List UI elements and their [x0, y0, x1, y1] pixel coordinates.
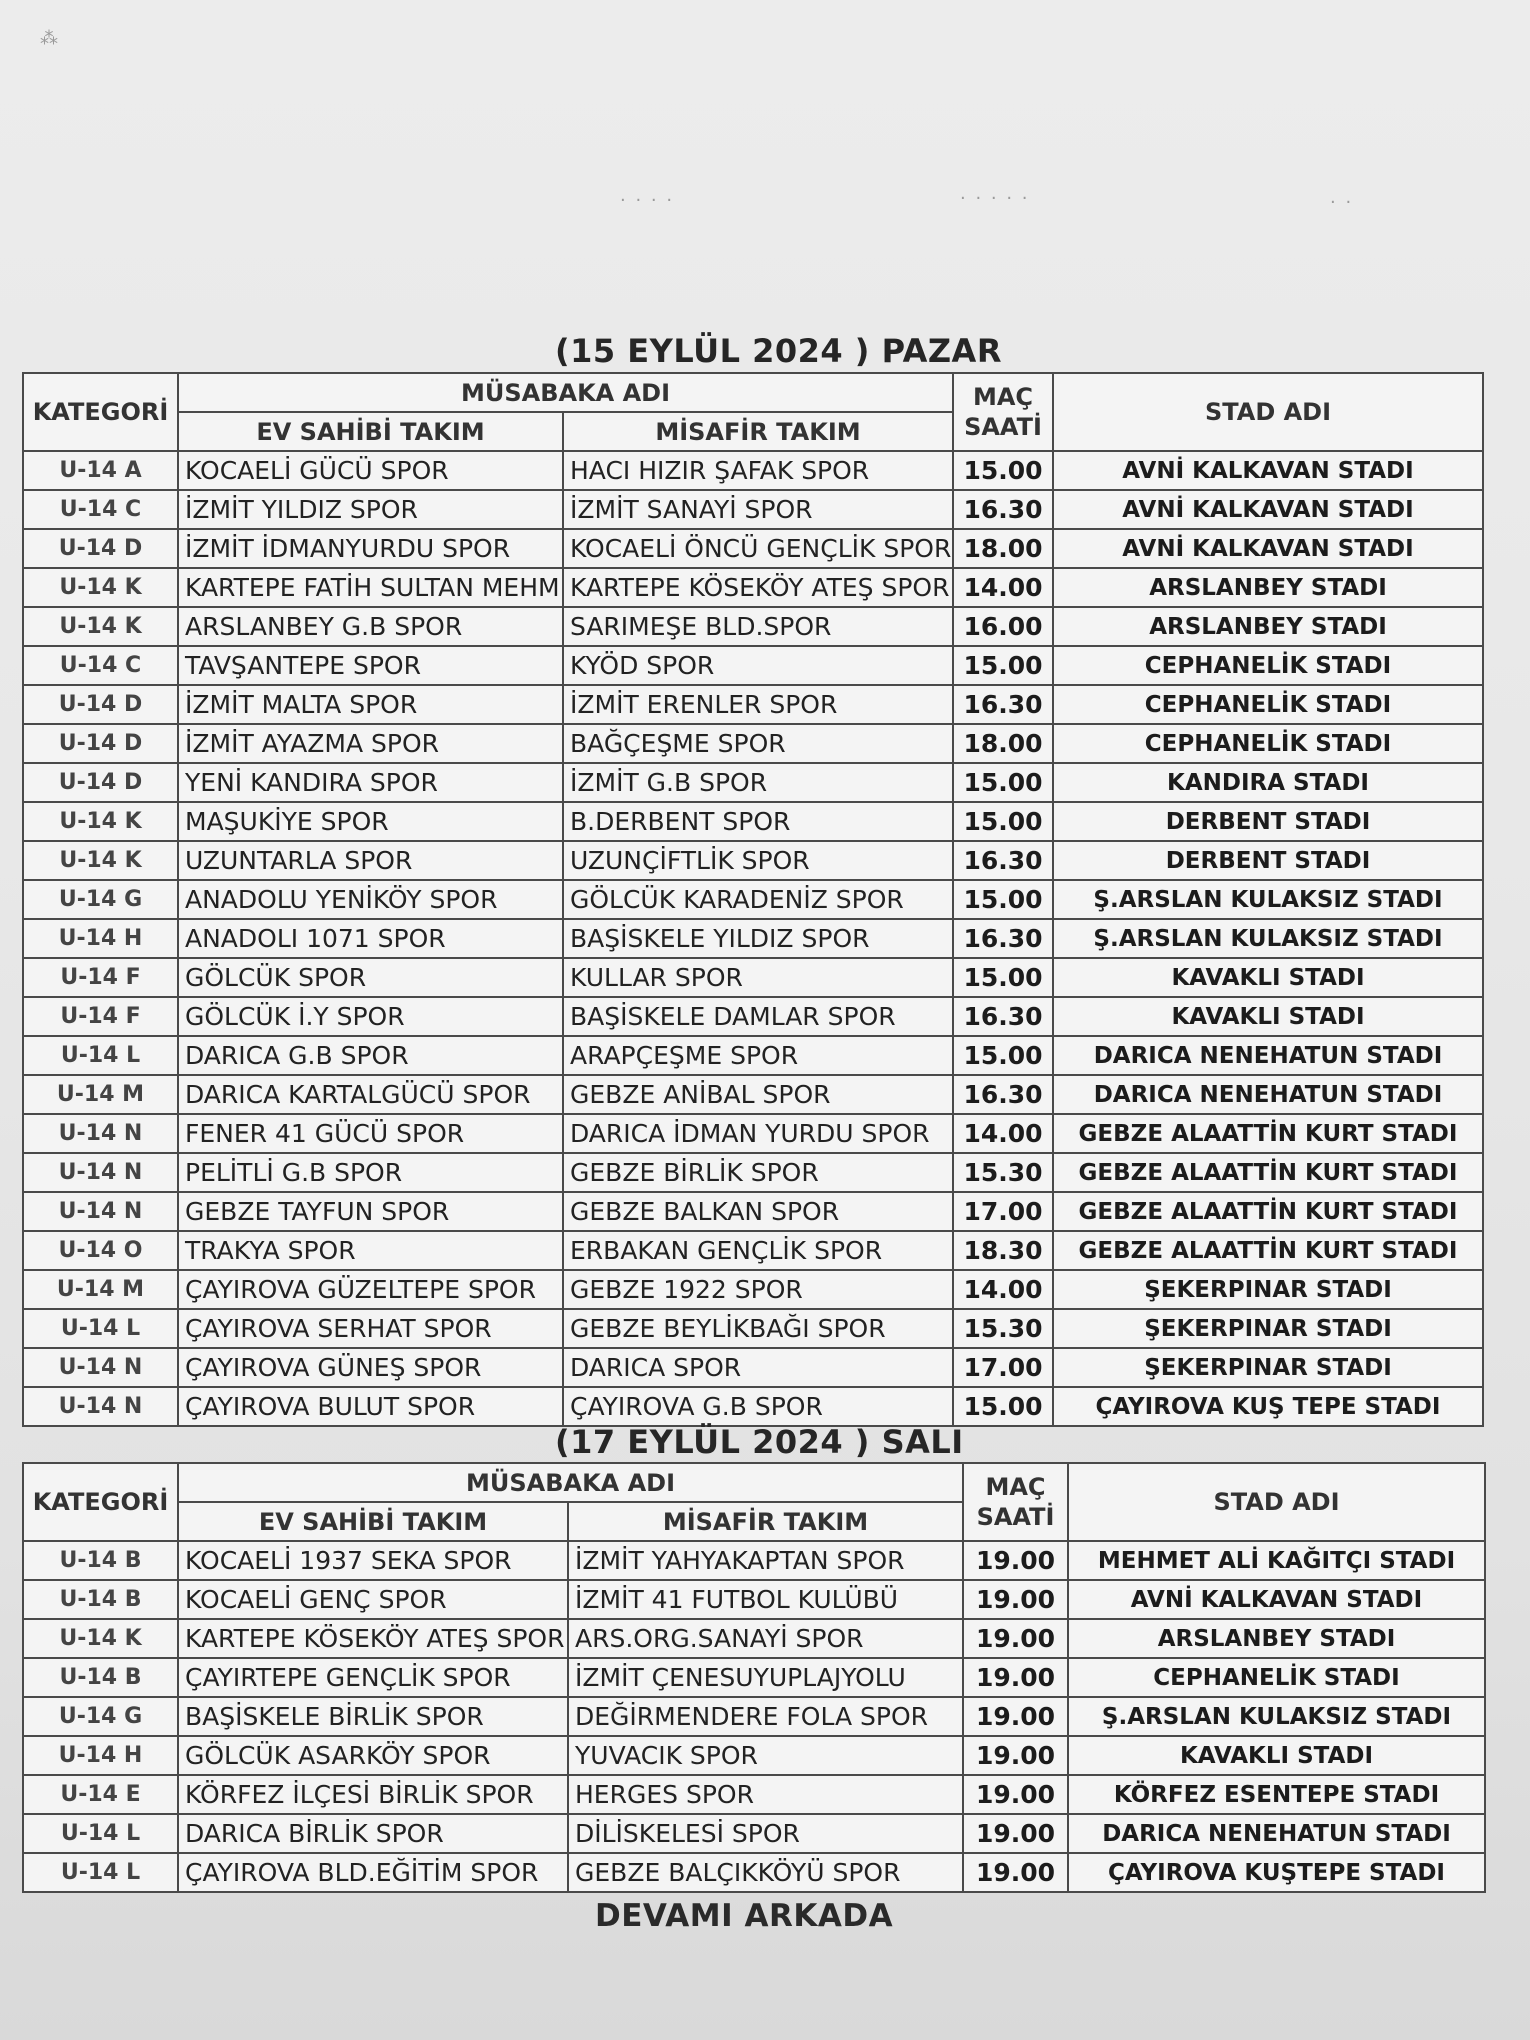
category-cell: U-14 C — [23, 646, 178, 685]
away-team-cell: DARICA SPOR — [563, 1348, 953, 1387]
header-kategori: KATEGORİ — [23, 1463, 178, 1541]
away-team-cell: GÖLCÜK KARADENİZ SPOR — [563, 880, 953, 919]
header-musabaka-adi: MÜSABAKA ADI — [178, 373, 953, 412]
header-stad-adi: STAD ADI — [1053, 373, 1483, 451]
stadium-cell: DERBENT STADI — [1053, 802, 1483, 841]
category-cell: U-14 G — [23, 880, 178, 919]
match-time-cell: 17.00 — [953, 1192, 1053, 1231]
away-team-cell: KULLAR SPOR — [563, 958, 953, 997]
table-row — [23, 1348, 1483, 1387]
table-row — [23, 1814, 1485, 1853]
home-team-cell: İZMİT MALTA SPOR — [178, 685, 563, 724]
faint-pencil-mark: · · — [1330, 192, 1354, 213]
table-row — [23, 958, 1483, 997]
match-time-cell: 18.00 — [953, 529, 1053, 568]
category-cell: U-14 B — [23, 1541, 178, 1580]
away-team-cell: İZMİT 41 FUTBOL KULÜBÜ — [568, 1580, 963, 1619]
away-team-cell: BAŞİSKELE DAMLAR SPOR — [563, 997, 953, 1036]
category-cell: U-14 F — [23, 958, 178, 997]
home-team-cell: GÖLCÜK İ.Y SPOR — [178, 997, 563, 1036]
home-team-cell: PELİTLİ G.B SPOR — [178, 1153, 563, 1192]
stadium-cell: ARSLANBEY STADI — [1053, 568, 1483, 607]
away-team-cell: UZUNÇİFTLİK SPOR — [563, 841, 953, 880]
match-time-cell: 16.30 — [953, 1075, 1053, 1114]
fixture-table-tuesday — [22, 1462, 1486, 1893]
match-time-cell: 14.00 — [953, 568, 1053, 607]
match-time-cell: 16.00 — [953, 607, 1053, 646]
category-cell: U-14 M — [23, 1075, 178, 1114]
home-team-cell: DARICA G.B SPOR — [178, 1036, 563, 1075]
away-team-cell: KARTEPE KÖSEKÖY ATEŞ SPOR — [563, 568, 953, 607]
home-team-cell: GÖLCÜK SPOR — [178, 958, 563, 997]
match-time-cell: 16.30 — [953, 997, 1053, 1036]
home-team-cell: ÇAYIROVA BLD.EĞİTİM SPOR — [178, 1853, 568, 1892]
category-cell: U-14 C — [23, 490, 178, 529]
category-cell: U-14 D — [23, 529, 178, 568]
header-ev-sahibi: EV SAHİBİ TAKIM — [178, 1502, 568, 1541]
home-team-cell: UZUNTARLA SPOR — [178, 841, 563, 880]
category-cell: U-14 L — [23, 1853, 178, 1892]
home-team-cell: ANADOLU YENİKÖY SPOR — [178, 880, 563, 919]
match-time-cell: 18.00 — [953, 724, 1053, 763]
category-cell: U-14 D — [23, 724, 178, 763]
home-team-cell: KOCAELİ 1937 SEKA SPOR — [178, 1541, 568, 1580]
header-misafir: MİSAFİR TAKIM — [563, 412, 953, 451]
home-team-cell: YENİ KANDIRA SPOR — [178, 763, 563, 802]
away-team-cell: İZMİT YAHYAKAPTAN SPOR — [568, 1541, 963, 1580]
category-cell: U-14 O — [23, 1231, 178, 1270]
home-team-cell: KARTEPE FATİH SULTAN MEHM — [178, 568, 563, 607]
category-cell: U-14 L — [23, 1036, 178, 1075]
table-row — [23, 1036, 1483, 1075]
stadium-cell: KANDIRA STADI — [1053, 763, 1483, 802]
faint-pencil-mark: · · · · — [620, 190, 675, 211]
stadium-cell: KAVAKLI STADI — [1068, 1736, 1485, 1775]
header-mac-saati: MAÇ SAATİ — [953, 373, 1053, 451]
home-team-cell: ÇAYIROVA SERHAT SPOR — [178, 1309, 563, 1348]
table-row — [23, 841, 1483, 880]
home-team-cell: İZMİT AYAZMA SPOR — [178, 724, 563, 763]
match-time-cell: 15.00 — [953, 880, 1053, 919]
home-team-cell: MAŞUKİYE SPOR — [178, 802, 563, 841]
stadium-cell: ŞEKERPINAR STADI — [1053, 1309, 1483, 1348]
stadium-cell: DARICA NENEHATUN STADI — [1068, 1814, 1485, 1853]
stadium-cell: Ş.ARSLAN KULAKSIZ STADI — [1053, 919, 1483, 958]
stadium-cell: AVNİ KALKAVAN STADI — [1053, 451, 1483, 490]
stadium-cell: GEBZE ALAATTİN KURT STADI — [1053, 1192, 1483, 1231]
away-team-cell: İZMİT ÇENESUYUPLAJYOLU — [568, 1658, 963, 1697]
match-time-cell: 15.00 — [953, 646, 1053, 685]
category-cell: U-14 H — [23, 1736, 178, 1775]
home-team-cell: ÇAYIROVA GÜNEŞ SPOR — [178, 1348, 563, 1387]
home-team-cell: KARTEPE KÖSEKÖY ATEŞ SPOR — [178, 1619, 568, 1658]
table-row — [23, 685, 1483, 724]
away-team-cell: GEBZE ANİBAL SPOR — [563, 1075, 953, 1114]
away-team-cell: ÇAYIROVA G.B SPOR — [563, 1387, 953, 1426]
table-row — [23, 1192, 1483, 1231]
match-time-cell: 19.00 — [963, 1580, 1068, 1619]
stadium-cell: CEPHANELİK STADI — [1053, 685, 1483, 724]
category-cell: U-14 A — [23, 451, 178, 490]
stadium-cell: DERBENT STADI — [1053, 841, 1483, 880]
category-cell: U-14 D — [23, 685, 178, 724]
table-row — [23, 1231, 1483, 1270]
table-row — [23, 1736, 1485, 1775]
table-row — [23, 646, 1483, 685]
away-team-cell: GEBZE 1922 SPOR — [563, 1270, 953, 1309]
category-cell: U-14 L — [23, 1309, 178, 1348]
match-time-cell: 19.00 — [963, 1814, 1068, 1853]
match-time-cell: 19.00 — [963, 1619, 1068, 1658]
category-cell: U-14 N — [23, 1348, 178, 1387]
away-team-cell: GEBZE BALÇIKKÖYÜ SPOR — [568, 1853, 963, 1892]
away-team-cell: DİLİSKELESİ SPOR — [568, 1814, 963, 1853]
category-cell: U-14 K — [23, 568, 178, 607]
table-row — [23, 1075, 1483, 1114]
away-team-cell: B.DERBENT SPOR — [563, 802, 953, 841]
stadium-cell: CEPHANELİK STADI — [1053, 646, 1483, 685]
match-time-cell: 19.00 — [963, 1853, 1068, 1892]
table-row — [23, 451, 1483, 490]
home-team-cell: KÖRFEZ İLÇESİ BİRLİK SPOR — [178, 1775, 568, 1814]
home-team-cell: TRAKYA SPOR — [178, 1231, 563, 1270]
header-ev-sahibi: EV SAHİBİ TAKIM — [178, 412, 563, 451]
table-row — [23, 1114, 1483, 1153]
category-cell: U-14 L — [23, 1814, 178, 1853]
category-cell: U-14 G — [23, 1697, 178, 1736]
stadium-cell: CEPHANELİK STADI — [1068, 1658, 1485, 1697]
home-team-cell: GÖLCÜK ASARKÖY SPOR — [178, 1736, 568, 1775]
match-time-cell: 17.00 — [953, 1348, 1053, 1387]
home-team-cell: KOCAELİ GÜCÜ SPOR — [178, 451, 563, 490]
away-team-cell: İZMİT SANAYİ SPOR — [563, 490, 953, 529]
stadium-cell: Ş.ARSLAN KULAKSIZ STADI — [1068, 1697, 1485, 1736]
match-time-cell: 16.30 — [953, 919, 1053, 958]
category-cell: U-14 N — [23, 1192, 178, 1231]
table-row — [23, 1697, 1485, 1736]
match-time-cell: 15.00 — [953, 1036, 1053, 1075]
faint-pencil-mark: ⁂ — [40, 28, 60, 49]
away-team-cell: İZMİT ERENLER SPOR — [563, 685, 953, 724]
stadium-cell: DARICA NENEHATUN STADI — [1053, 1075, 1483, 1114]
away-team-cell: GEBZE BALKAN SPOR — [563, 1192, 953, 1231]
stadium-cell: Ş.ARSLAN KULAKSIZ STADI — [1053, 880, 1483, 919]
header-musabaka-adi: MÜSABAKA ADI — [178, 1463, 963, 1502]
table-row — [23, 1270, 1483, 1309]
away-team-cell: İZMİT G.B SPOR — [563, 763, 953, 802]
home-team-cell: İZMİT YILDIZ SPOR — [178, 490, 563, 529]
category-cell: U-14 D — [23, 763, 178, 802]
stadium-cell: AVNİ KALKAVAN STADI — [1068, 1580, 1485, 1619]
table-row — [23, 607, 1483, 646]
match-time-cell: 15.00 — [953, 802, 1053, 841]
match-time-cell: 16.30 — [953, 841, 1053, 880]
table-row — [23, 1853, 1485, 1892]
table-row — [23, 997, 1483, 1036]
stadium-cell: GEBZE ALAATTİN KURT STADI — [1053, 1114, 1483, 1153]
category-cell: U-14 N — [23, 1114, 178, 1153]
home-team-cell: ÇAYIROVA BULUT SPOR — [178, 1387, 563, 1426]
stadium-cell: AVNİ KALKAVAN STADI — [1053, 490, 1483, 529]
header-stad-adi: STAD ADI — [1068, 1463, 1485, 1541]
home-team-cell: KOCAELİ GENÇ SPOR — [178, 1580, 568, 1619]
stadium-cell: ŞEKERPINAR STADI — [1053, 1348, 1483, 1387]
table-row — [23, 880, 1483, 919]
away-team-cell: BAŞİSKELE YILDIZ SPOR — [563, 919, 953, 958]
home-team-cell: TAVŞANTEPE SPOR — [178, 646, 563, 685]
home-team-cell: BAŞİSKELE BİRLİK SPOR — [178, 1697, 568, 1736]
away-team-cell: YUVACIK SPOR — [568, 1736, 963, 1775]
match-time-cell: 15.00 — [953, 958, 1053, 997]
stadium-cell: MEHMET ALİ KAĞITÇI STADI — [1068, 1541, 1485, 1580]
stadium-cell: ÇAYIROVA KUŞTEPE STADI — [1068, 1853, 1485, 1892]
match-time-cell: 15.00 — [953, 451, 1053, 490]
match-time-cell: 14.00 — [953, 1114, 1053, 1153]
home-team-cell: ARSLANBEY G.B SPOR — [178, 607, 563, 646]
header-misafir: MİSAFİR TAKIM — [568, 1502, 963, 1541]
category-cell: U-14 B — [23, 1658, 178, 1697]
match-time-cell: 15.30 — [953, 1153, 1053, 1192]
header-mac-saati: MAÇ SAATİ — [963, 1463, 1068, 1541]
category-cell: U-14 M — [23, 1270, 178, 1309]
stadium-cell: ARSLANBEY STADI — [1068, 1619, 1485, 1658]
category-cell: U-14 K — [23, 607, 178, 646]
stadium-cell: KÖRFEZ ESENTEPE STADI — [1068, 1775, 1485, 1814]
table-row — [23, 802, 1483, 841]
stadium-cell: GEBZE ALAATTİN KURT STADI — [1053, 1231, 1483, 1270]
category-cell: U-14 F — [23, 997, 178, 1036]
match-time-cell: 15.30 — [953, 1309, 1053, 1348]
away-team-cell: ARS.ORG.SANAYİ SPOR — [568, 1619, 963, 1658]
category-cell: U-14 K — [23, 802, 178, 841]
home-team-cell: İZMİT İDMANYURDU SPOR — [178, 529, 563, 568]
away-team-cell: KYÖD SPOR — [563, 646, 953, 685]
section-title-tuesday: (17 EYLÜL 2024 ) SALI — [555, 1423, 964, 1461]
stadium-cell: CEPHANELİK STADI — [1053, 724, 1483, 763]
away-team-cell: SARIMEŞE BLD.SPOR — [563, 607, 953, 646]
category-cell: U-14 K — [23, 841, 178, 880]
home-team-cell: ÇAYIROVA GÜZELTEPE SPOR — [178, 1270, 563, 1309]
home-team-cell: ÇAYIRTEPE GENÇLİK SPOR — [178, 1658, 568, 1697]
away-team-cell: HACI HIZIR ŞAFAK SPOR — [563, 451, 953, 490]
stadium-cell: AVNİ KALKAVAN STADI — [1053, 529, 1483, 568]
stadium-cell: GEBZE ALAATTİN KURT STADI — [1053, 1153, 1483, 1192]
match-time-cell: 19.00 — [963, 1697, 1068, 1736]
home-team-cell: FENER 41 GÜCÜ SPOR — [178, 1114, 563, 1153]
match-time-cell: 19.00 — [963, 1658, 1068, 1697]
match-time-cell: 19.00 — [963, 1775, 1068, 1814]
match-time-cell: 15.00 — [953, 1387, 1053, 1426]
stadium-cell: ÇAYIROVA KUŞ TEPE STADI — [1053, 1387, 1483, 1426]
table-row — [23, 1387, 1483, 1426]
table-row — [23, 1153, 1483, 1192]
match-time-cell: 19.00 — [963, 1736, 1068, 1775]
away-team-cell: ARAPÇEŞME SPOR — [563, 1036, 953, 1075]
table-row — [23, 1775, 1485, 1814]
table-row — [23, 1580, 1485, 1619]
category-cell: U-14 K — [23, 1619, 178, 1658]
section-title-sunday: (15 EYLÜL 2024 ) PAZAR — [555, 332, 1002, 370]
away-team-cell: ERBAKAN GENÇLİK SPOR — [563, 1231, 953, 1270]
match-time-cell: 18.30 — [953, 1231, 1053, 1270]
away-team-cell: DARICA İDMAN YURDU SPOR — [563, 1114, 953, 1153]
table-row — [23, 1309, 1483, 1348]
match-time-cell: 15.00 — [953, 763, 1053, 802]
match-time-cell: 16.30 — [953, 490, 1053, 529]
match-time-cell: 16.30 — [953, 685, 1053, 724]
faint-pencil-mark: · · · · · — [960, 188, 1030, 209]
home-team-cell: GEBZE TAYFUN SPOR — [178, 1192, 563, 1231]
away-team-cell: KOCAELİ ÖNCÜ GENÇLİK SPOR — [563, 529, 953, 568]
table-row — [23, 1619, 1485, 1658]
stadium-cell: DARICA NENEHATUN STADI — [1053, 1036, 1483, 1075]
table-row — [23, 1658, 1485, 1697]
table-row — [23, 763, 1483, 802]
table-row — [23, 724, 1483, 763]
category-cell: U-14 B — [23, 1580, 178, 1619]
category-cell: U-14 E — [23, 1775, 178, 1814]
home-team-cell: DARICA KARTALGÜCÜ SPOR — [178, 1075, 563, 1114]
category-cell: U-14 H — [23, 919, 178, 958]
table-row — [23, 568, 1483, 607]
away-team-cell: BAĞÇEŞME SPOR — [563, 724, 953, 763]
away-team-cell: DEĞİRMENDERE FOLA SPOR — [568, 1697, 963, 1736]
stadium-cell: KAVAKLI STADI — [1053, 958, 1483, 997]
home-team-cell: ANADOLI 1071 SPOR — [178, 919, 563, 958]
fixture-table-sunday — [22, 372, 1484, 1427]
category-cell: U-14 N — [23, 1387, 178, 1426]
footer-note: DEVAMI ARKADA — [595, 1898, 894, 1934]
table-row — [23, 490, 1483, 529]
stadium-cell: KAVAKLI STADI — [1053, 997, 1483, 1036]
away-team-cell: GEBZE BİRLİK SPOR — [563, 1153, 953, 1192]
home-team-cell: DARICA BİRLİK SPOR — [178, 1814, 568, 1853]
match-time-cell: 14.00 — [953, 1270, 1053, 1309]
stadium-cell: ŞEKERPINAR STADI — [1053, 1270, 1483, 1309]
category-cell: U-14 N — [23, 1153, 178, 1192]
table-row — [23, 919, 1483, 958]
away-team-cell: GEBZE BEYLİKBAĞI SPOR — [563, 1309, 953, 1348]
header-kategori: KATEGORİ — [23, 373, 178, 451]
match-time-cell: 19.00 — [963, 1541, 1068, 1580]
stadium-cell: ARSLANBEY STADI — [1053, 607, 1483, 646]
away-team-cell: HERGES SPOR — [568, 1775, 963, 1814]
table-row — [23, 1541, 1485, 1580]
table-row — [23, 529, 1483, 568]
